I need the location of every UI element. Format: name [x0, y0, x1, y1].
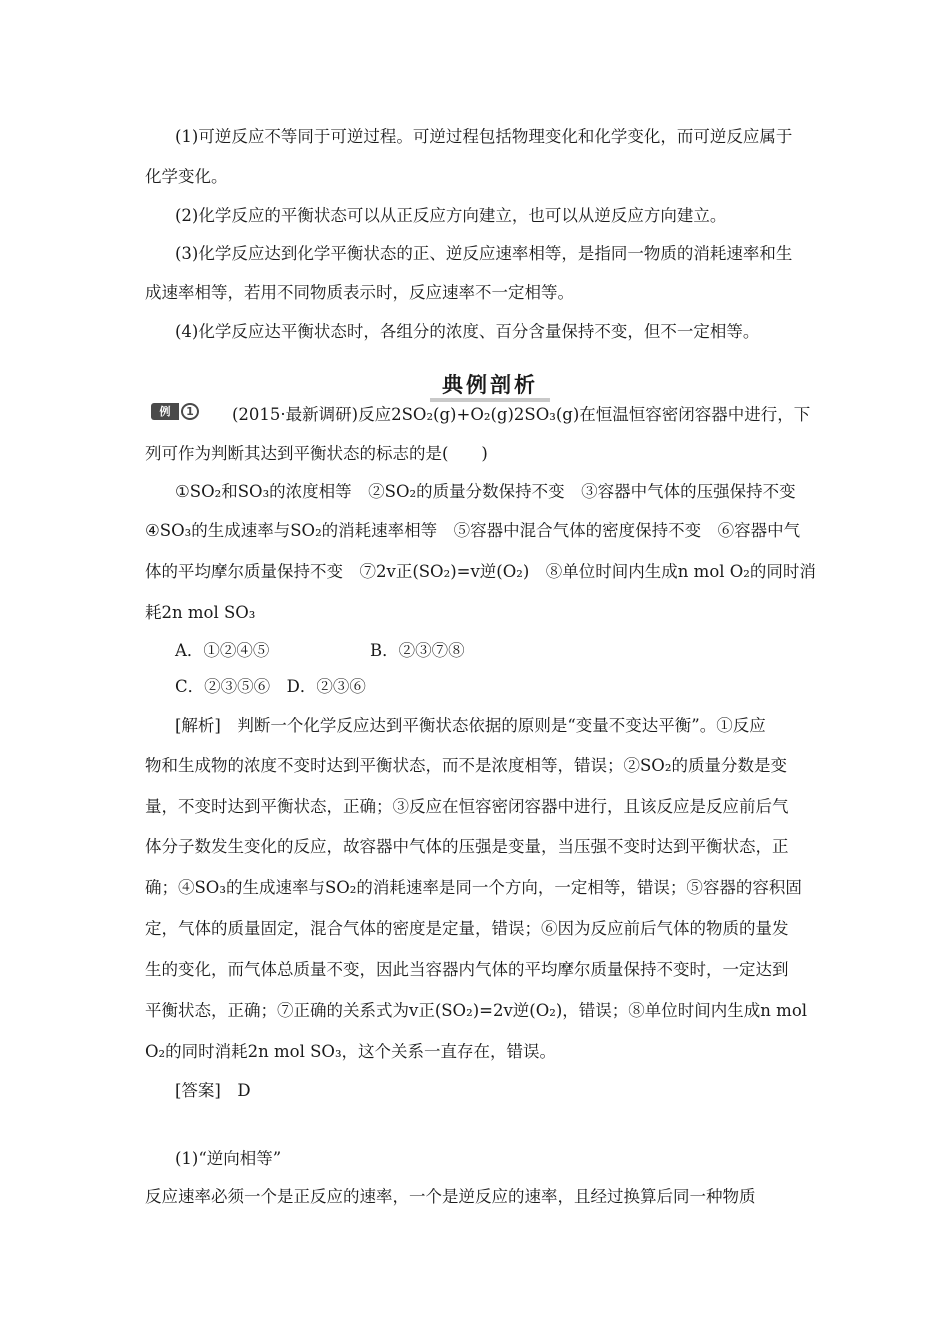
option-c-d: C．②③⑤⑥ D．②③⑥: [175, 677, 366, 696]
section-title-underline: [430, 398, 550, 402]
statement-line-3: 体的平均摩尔质量保持不变 ⑦2v正(SO₂)=v逆(O₂) ⑧单位时间内生成n mol O₂的同时消: [145, 562, 816, 581]
option-a: A．①②④⑤: [175, 641, 270, 660]
summary-heading: (1)“逆向相等”: [175, 1149, 282, 1168]
statement-line-2: ④SO₃的生成速率与SO₂的消耗速率相等 ⑤容器中混合气体的密度保持不变 ⑥容器中气: [145, 521, 801, 540]
answer: [答案] D: [175, 1081, 251, 1100]
analysis-line-8: 平衡状态，正确；⑦正确的关系式为v正(SO₂)=2v逆(O₂)，错误；⑧单位时间内生成n mol: [145, 1001, 808, 1020]
statement-line-1: ①SO₂和SO₃的浓度相等 ②SO₂的质量分数保持不变 ③容器中气体的压强保持不变: [175, 482, 796, 501]
statement-line-4: 耗2n mol SO₃: [145, 603, 256, 622]
note-1-line-1: (1)可逆反应不等同于可逆过程。可逆过程包括物理变化和化学变化，而可逆反应属于: [175, 127, 793, 146]
analysis-line-9: O₂的同时消耗2n mol SO₃，这个关系一直存在，错误。: [145, 1042, 557, 1061]
note-3-line-1: (3)化学反应达到化学平衡状态的正、逆反应速率相等，是指同一物质的消耗速率和生: [175, 244, 793, 263]
note-4: (4)化学反应达平衡状态时，各组分的浓度、百分含量保持不变，但不一定相等。: [175, 322, 760, 341]
example-badge-number: 1: [181, 403, 199, 420]
analysis-line-6: 定，气体的质量固定，混合气体的密度是定量，错误；⑥因为反应前后气体的物质的量发: [145, 919, 789, 938]
analysis-line-7: 生的变化，而气体总质量不变，因此当容器内气体的平均摩尔质量保持不变时，一定达到: [145, 960, 789, 979]
analysis-line-3: 量，不变时达到平衡状态，正确；③反应在恒容密闭容器中进行，且该反应是反应前后气: [145, 797, 789, 816]
note-2: (2)化学反应的平衡状态可以从正反应方向建立，也可以从逆反应方向建立。: [175, 206, 727, 225]
analysis-line-1: [解析] 判断一个化学反应达到平衡状态依据的原则是“变量不变达平衡”。①反应: [175, 716, 766, 735]
example-badge-label: 例: [151, 403, 179, 420]
analysis-line-5: 确；④SO₃的生成速率与SO₂的消耗速率是同一个方向，一定相等，错误；⑤容器的容积固: [145, 878, 802, 897]
note-3-line-2: 成速率相等，若用不同物质表示时，反应速率不一定相等。: [145, 283, 574, 302]
question-line-1: (2015·最新调研)反应2SO₂(g)+O₂(g)2SO₃(g)在恒温恒容密闭容器中进行，下: [232, 405, 811, 424]
section-title-text: 典例剖析: [442, 373, 538, 397]
note-1-line-2: 化学变化。: [145, 167, 228, 186]
option-b: B．②③⑦⑧: [370, 641, 465, 660]
section-title: [430, 370, 550, 400]
example-badge: [151, 402, 217, 420]
summary-line-1: 反应速率必须一个是正反应的速率，一个是逆反应的速率，且经过换算后同一种物质: [145, 1187, 756, 1206]
analysis-line-4: 体分子数发生变化的反应，故容器中气体的压强是变量，当压强不变时达到平衡状态，正: [145, 837, 789, 856]
question-line-2: 列可作为判断其达到平衡状态的标志的是( ): [145, 444, 488, 463]
analysis-line-2: 物和生成物的浓度不变时达到平衡状态，而不是浓度相等，错误；②SO₂的质量分数是变: [145, 756, 787, 775]
